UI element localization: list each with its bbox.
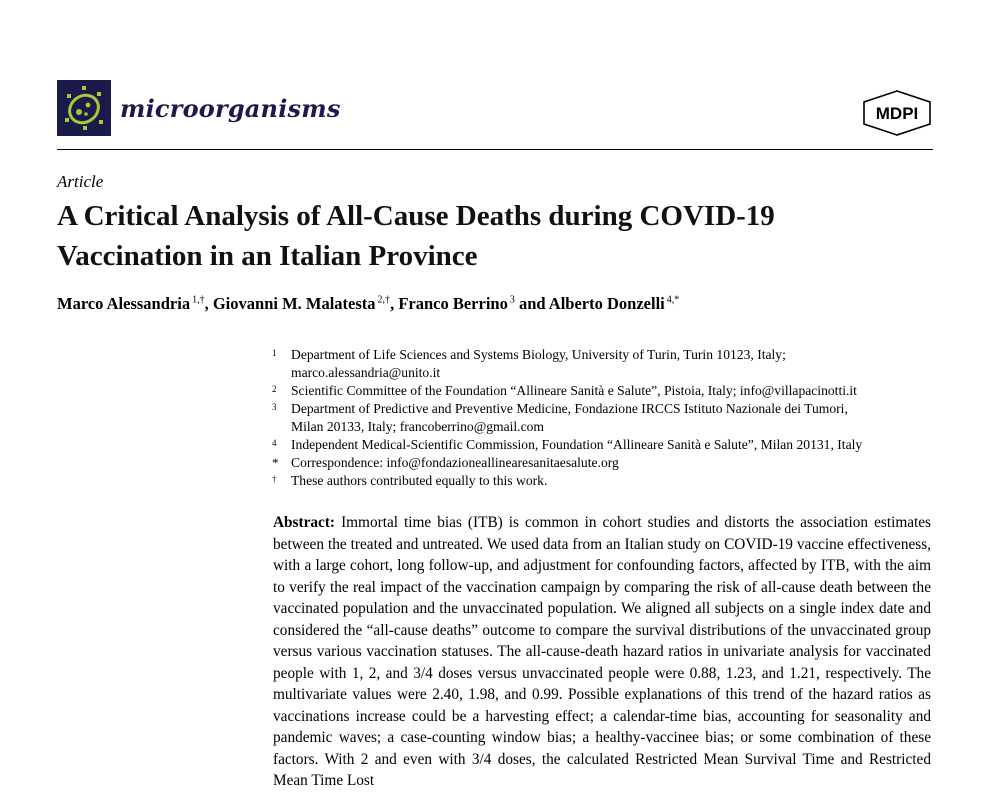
affiliation-line: Department of Predictive and Preventive Medicine, Fondazione IRCCS Istituto Nazionale dei Tumori, (291, 401, 848, 416)
journal-name: microorganisms (120, 94, 341, 123)
affiliation-line: Milan 20133, Italy; francoberrino@gmail.com (291, 419, 544, 434)
abstract-text: Immortal time bias (ITB) is common in cohort studies and distorts the association estimates between the treated and untreated. We used data from an Italian study on COVID-19 vaccine effectiveness, with a large cohort, long follow-up, and adjustment for confounding factors, affected by ITB, with the aim to verify the real impact of the vaccination campaign by comparing the risk of all-cause death between the vaccinated population and the unvaccinated population. We aligned all subjects on a single index date and considered the “all-cause deaths” outcome to compare the survival distributions of the unvaccinated group versus various vaccination statuses. The all-cause-death hazard ratios in univariate analysis for vaccinated people with 1, 2, and 3/4 doses versus unvaccinated people were 0.88, 1.23, and 1.21, respectively. The multivariate values were 2.40, 1.98, and 0.99. Possible explanations of this trend of the hazard ratios as vaccinations increase could be a harvesting effect; a calendar-time bias, accounting for seasonality and pandemic waves; a case-counting window bias; a healthy-vaccinee bias; or some combination of these factors. With 2 and even with 3/4 doses, the calculated Restricted Mean Survival Time and Restricted Mean Time Lost (273, 514, 932, 789)
author-name: Alberto Donzelli (548, 294, 665, 313)
author-affiliation-marker: 4,* (664, 294, 680, 306)
author-affiliation-marker: 2,† (375, 294, 391, 306)
affiliation-line: Independent Medical-Scientific Commission, Foundation “Allineare Sanità e Salute”, Milan 20131, Italy (291, 437, 863, 452)
affiliation-marker: † (272, 474, 277, 484)
mdpi-logo (862, 90, 932, 136)
abstract (273, 512, 931, 792)
affiliation-marker: * (272, 455, 279, 470)
affiliation-item (272, 472, 922, 490)
author-name: Giovanni M. Malatesta (212, 294, 376, 313)
author-list (57, 294, 679, 314)
affiliation-item (272, 436, 922, 454)
affiliations (272, 346, 922, 490)
affiliation-marker: 3 (272, 402, 277, 412)
affiliation-item (272, 382, 922, 400)
affiliation-line: Department of Life Sciences and Systems Biology, University of Turin, Turin 10123, Italy; (291, 347, 786, 362)
affiliation-marker: 4 (272, 438, 277, 448)
author-name: Marco Alessandria (57, 294, 191, 313)
affiliation-item (272, 400, 922, 436)
author-separator: , (390, 294, 399, 313)
affiliation-line: Scientific Committee of the Foundation “Allineare Sanità e Salute”, Pistoia, Italy; info@villapacinotti.it (291, 383, 857, 398)
author-separator: and (514, 294, 549, 313)
article-type: Article (57, 172, 104, 191)
mdpi-logo-text: MDPI (875, 104, 919, 123)
header-divider (57, 149, 933, 150)
article-title: A Critical Analysis of All-Cause Deaths during COVID-19 Vaccination in an Italian Province (57, 200, 775, 272)
affiliation-line: Correspondence: info@fondazioneallinearesanitaesalute.org (291, 455, 619, 470)
affiliation-item (272, 454, 922, 472)
affiliation-marker: 2 (272, 384, 277, 394)
journal-logo (57, 80, 111, 136)
author-name: Franco Berrino (398, 294, 508, 313)
affiliation-marker: 1 (272, 348, 277, 358)
affiliation-item (272, 346, 922, 382)
author-separator: , (204, 294, 213, 313)
author-affiliation-marker: 1,† (190, 294, 205, 306)
abstract-label: Abstract: (273, 514, 342, 531)
author-affiliation-marker: 3 (507, 294, 515, 306)
affiliation-line: marco.alessandria@unito.it (291, 365, 441, 380)
journal-header (57, 80, 933, 148)
affiliation-line: These authors contributed equally to this work. (291, 473, 548, 488)
